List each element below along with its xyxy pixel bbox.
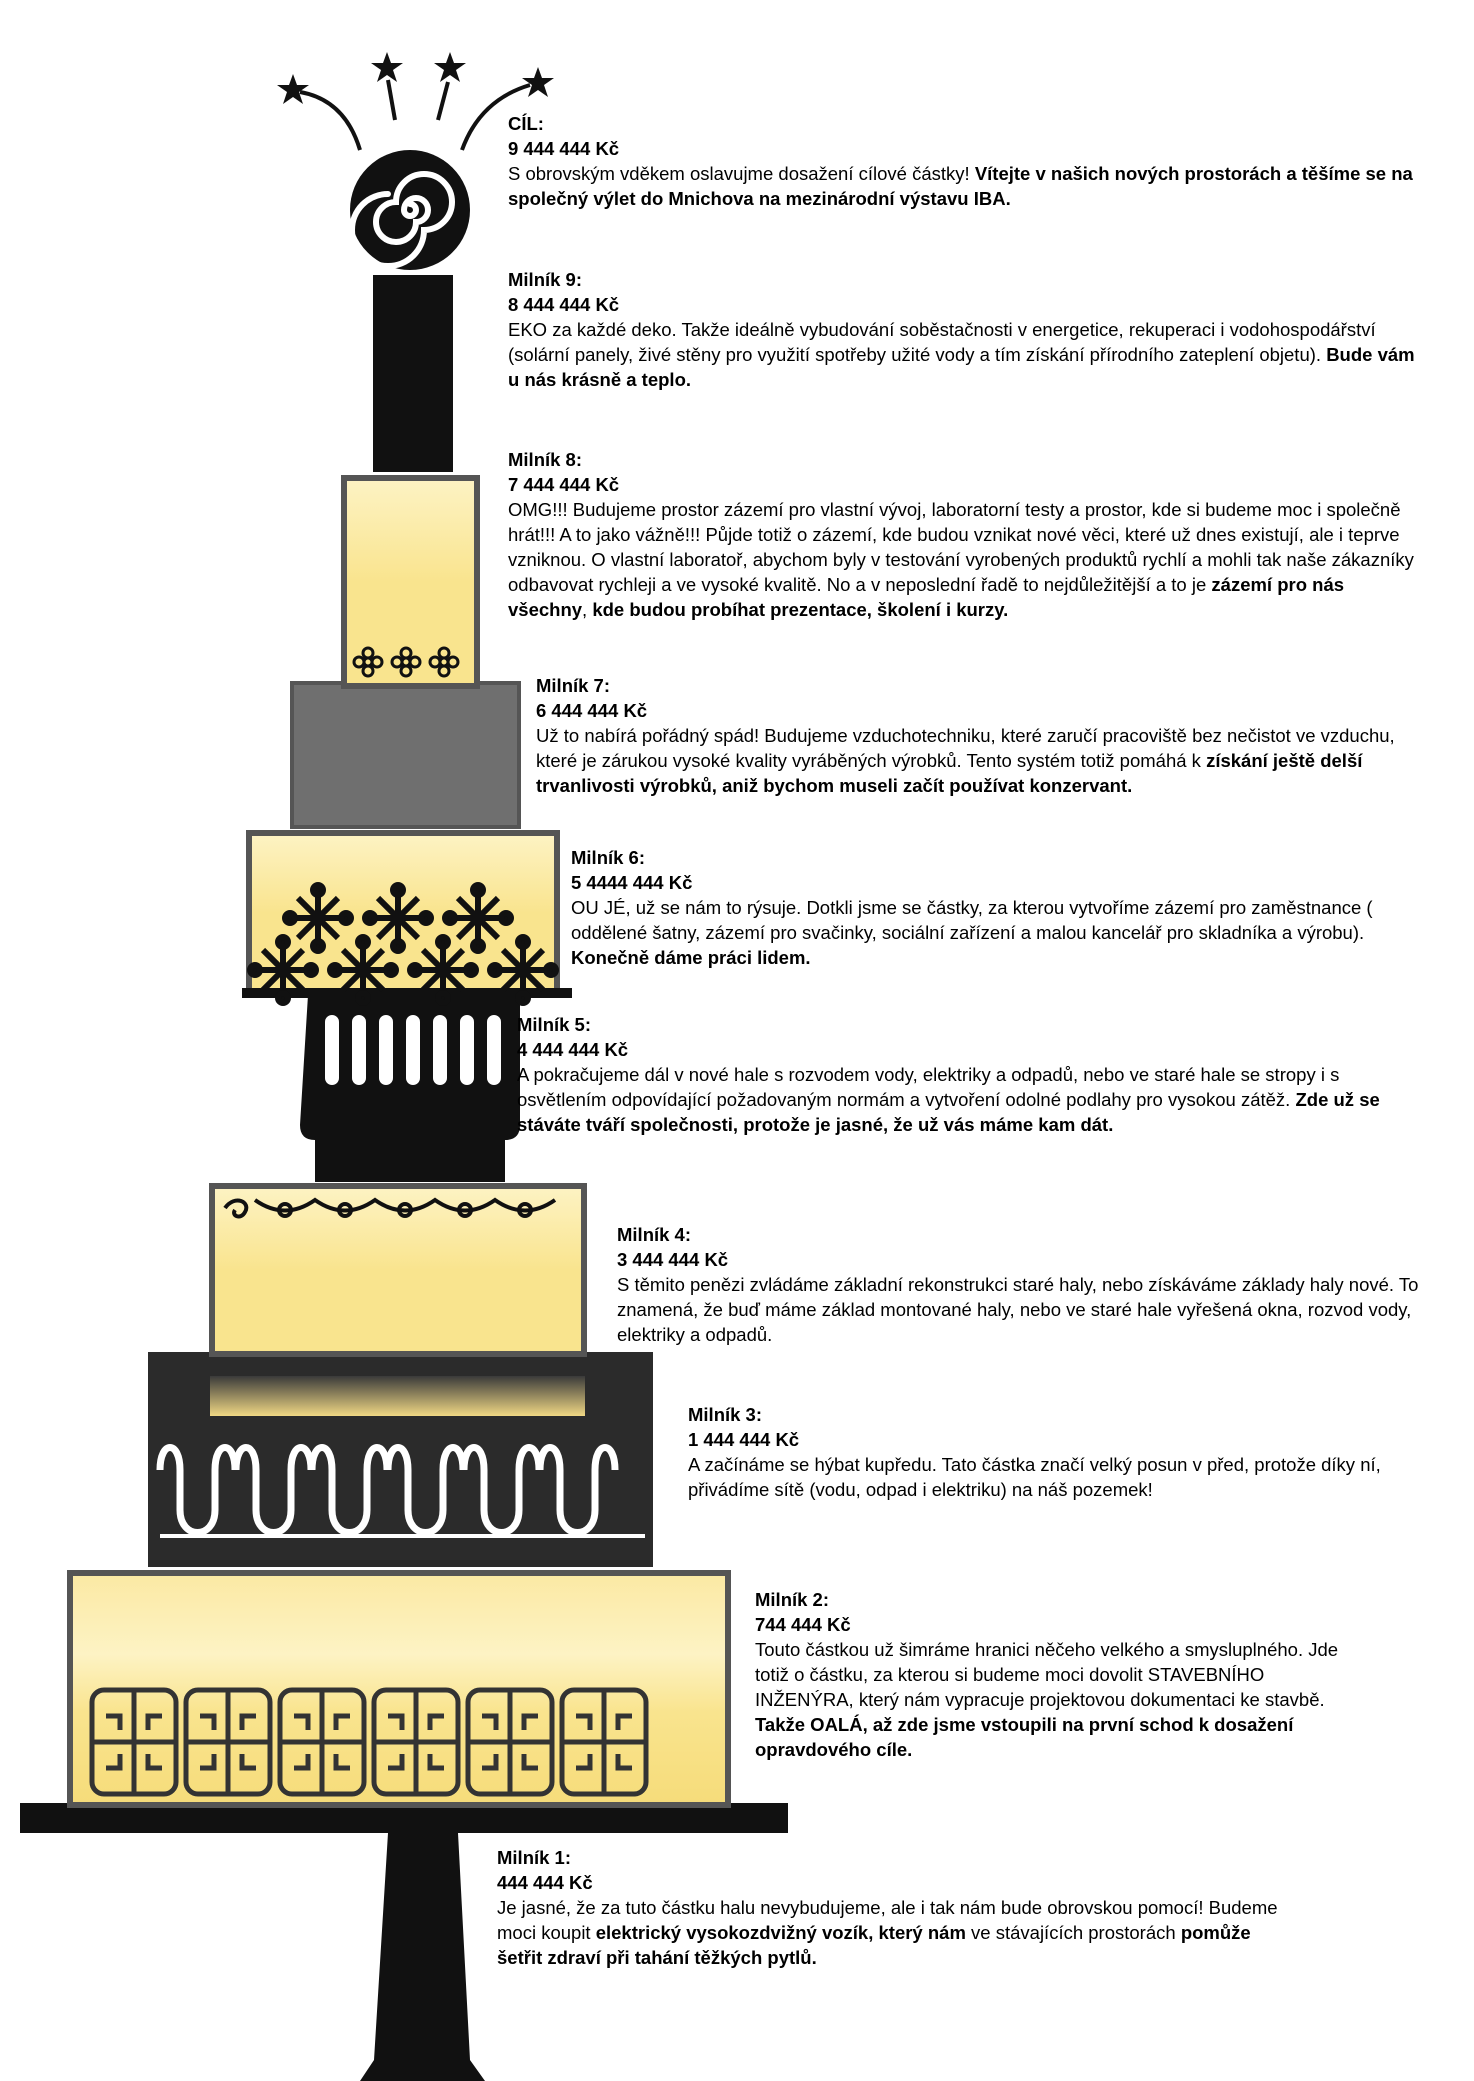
- milestone-amount: 744 444 Kč: [755, 1614, 851, 1635]
- milestone-description: EKO za každé deko. Takže ideálně vybudování soběstačnosti v energetice, rekuperaci i vodohospodářství (solární panely, živé stěny pro využití spotřeby užité vody a tím získání přírodního zateplení objetu). Bude vám u nás krásně a teplo.: [508, 319, 1415, 390]
- milestone-1-block: [497, 1845, 1297, 1970]
- goal-description: S obrovským vděkem oslavujme dosažení cílové částky! Vítejte v našich nových prostorách a těšíme se na společný výlet do Mnichova na mezinárodní výstavu IBA.: [508, 163, 1413, 209]
- spiral-icon: [350, 150, 470, 270]
- milestone-description: A začínáme se hýbat kupředu. Tato částka značí velký posun v před, protože díky ní, přivádíme sítě (vodu, odpad i elektriku) na náš pozemek!: [688, 1454, 1381, 1500]
- tier-milestone-7: [292, 683, 519, 827]
- goal-heading: CÍL:: [508, 113, 544, 134]
- goal-amount: 9 444 444 Kč: [508, 138, 620, 159]
- milestone-heading: Milník 8:: [508, 449, 583, 470]
- tier-milestone-5: [300, 995, 520, 1182]
- milestone-3-block: [688, 1402, 1428, 1502]
- milestone-heading: Milník 5:: [517, 1014, 592, 1035]
- milestone-amount: 5 4444 444 Kč: [571, 872, 693, 893]
- milestone-2-block: [755, 1587, 1355, 1762]
- milestone-amount: 3 444 444 Kč: [617, 1249, 729, 1270]
- tier-milestone-8: [344, 478, 477, 686]
- milestone-amount: 4 444 444 Kč: [517, 1039, 629, 1060]
- milestone-5-block: [517, 1012, 1427, 1137]
- goal-block: [508, 111, 1468, 211]
- milestone-description: OU JÉ, už se nám to rýsuje. Dotkli jsme se částky, za kterou vytvoříme zázemí pro zaměstnance ( oddělené šatny, zázemí pro svačinky, sociální zařízení a malou kancelář pro skladníka a výrobu). Konečně dáme práci lidem.: [571, 897, 1373, 968]
- milestone-6-block: [571, 845, 1441, 970]
- tier-milestone-2: [70, 1573, 728, 1805]
- milestone-amount: 6 444 444 Kč: [536, 700, 648, 721]
- milestone-9-block: [508, 267, 1428, 392]
- milestone-description: Je jasné, že za tuto částku halu nevybudujeme, ale i tak nám bude obrovskou pomocí! Budeme moci koupit elektrický vysokozdvižný vozík, který nám ve stávajících prostorách pomůže šetřit zdraví při tahání těžkých pytlů.: [497, 1897, 1278, 1968]
- milestone-8-block: [508, 447, 1428, 622]
- milestone-7-block: [536, 673, 1436, 798]
- milestone-description: A pokračujeme dál v nové hale s rozvodem vody, elektriky a odpadů, nebo ve staré hale se stropy i s osvětlením odpovídající požadovaným normám a vytvoření odolné podlahy pro vysokou zátěž. Zde už se stáváte tváří společnosti, protože je jasné, že už vás máme kam dát.: [517, 1064, 1380, 1135]
- milestone-description: OMG!!! Budujeme prostor zázemí pro vlastní vývoj, laboratorní testy a prostor, kde si budeme moc i společně hrát!!! A to jako vážně!!! Půjde totiž o zázemí, kde budou vznikat nové věci, které už dnes existují, ale i teprve vzniknou. O vlastní laboratoř, abychom byly v testování vyrobených produktů rychlí a mohli tak naše zákazníky odbavovat rychleji a ve vysoké kvalitě. No a v neposlední řadě to nejdůležitější a to je zázemí pro nás všechny, kde budou probíhat prezentace, školení i kurzy.: [508, 499, 1414, 620]
- tier-milestone-6: [242, 833, 572, 1003]
- milestone-description: Touto částkou už šimráme hranici něčeho velkého a smysluplného. Jde totiž o částku, za kterou si budeme moci dovolit STAVEBNÍHO INŽENÝRA, který nám vypracuje projektovou dokumentaci ke stavbě. Takže OALÁ, až zde jsme vstoupili na první schod k dosažení opravdového cíle.: [755, 1639, 1339, 1760]
- milestone-description: S těmito penězi zvládáme základní rekonstrukci staré haly, nebo získáváme základy haly nové. To znamená, že buď máme základ montované haly, nebo ve staré hale vyřešená okna, rozvod vody, elektriky a odpadů.: [617, 1274, 1419, 1345]
- milestone-amount: 444 444 Kč: [497, 1872, 593, 1893]
- tier-milestone-3: [148, 1352, 653, 1567]
- tier-milestone-4: [212, 1186, 584, 1354]
- milestone-heading: Milník 9:: [508, 269, 583, 290]
- milestone-heading: Milník 4:: [617, 1224, 692, 1245]
- milestone-heading: Milník 1:: [497, 1847, 572, 1868]
- milestone-amount: 1 444 444 Kč: [688, 1429, 800, 1450]
- milestone-heading: Milník 2:: [755, 1589, 830, 1610]
- milestone-amount: 8 444 444 Kč: [508, 294, 620, 315]
- tier-milestone-9: [373, 275, 453, 472]
- milestone-heading: Milník 7:: [536, 675, 611, 696]
- milestone-4-block: [617, 1222, 1447, 1347]
- milestone-amount: 7 444 444 Kč: [508, 474, 620, 495]
- milestone-heading: Milník 3:: [688, 1404, 763, 1425]
- milestone-heading: Milník 6:: [571, 847, 646, 868]
- milestone-description: Už to nabírá pořádný spád! Budujeme vzduchotechniku, které zaručí pracoviště bez nečistot ve vzduchu, které je zárukou vysoké kvality vyráběných výrobků. Tento systém totiž pomáhá k získání ještě delší trvanlivosti výrobků, aniž bychom museli začít používat konzervant.: [536, 725, 1395, 796]
